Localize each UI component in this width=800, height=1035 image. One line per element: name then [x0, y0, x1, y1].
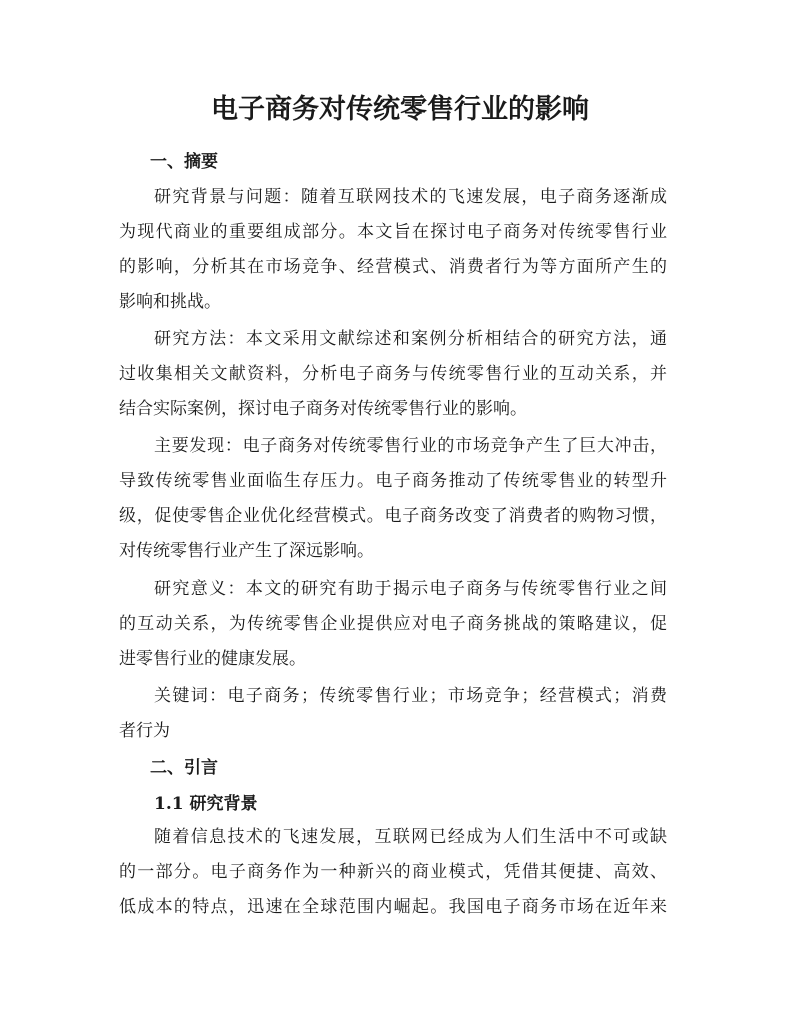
section-heading-introduction: 二、引言	[150, 758, 218, 778]
text-line: 的一部分。电子商务作为一种新兴的商业模式，凭借其便捷、高效、	[119, 862, 667, 882]
text-line: 研究方法：本文采用文献综述和案例分析相结合的研究方法，通	[154, 329, 667, 349]
text-line: 关键词：电子商务；传统零售行业；市场竞争；经营模式；消费	[154, 686, 667, 706]
document-title: 电子商务对传统零售行业的影响	[211, 94, 589, 125]
abstract-paragraph-significance	[119, 572, 667, 677]
text-line: 为现代商业的重要组成部分。本文旨在探讨电子商务对传统零售行业	[119, 222, 667, 242]
text-line: 研究意义：本文的研究有助于揭示电子商务与传统零售行业之间	[154, 579, 667, 599]
text-line: 的影响，分析其在市场竞争、经营模式、消费者行为等方面所产生的	[119, 257, 667, 277]
text-line: 研究背景与问题：随着互联网技术的飞速发展，电子商务逐渐成	[154, 187, 667, 207]
abstract-paragraph-method	[119, 322, 667, 427]
text-line: 随着信息技术的飞速发展，互联网已经成为人们生活中不可或缺	[154, 827, 667, 847]
text-line: 导致传统零售业面临生存压力。电子商务推动了传统零售业的转型升	[119, 471, 667, 491]
text-line: 过收集相关文献资料，分析电子商务与传统零售行业的互动关系，并	[119, 364, 667, 384]
text-line: 影响和挑战。	[119, 292, 221, 312]
text-line: 低成本的特点，迅速在全球范围内崛起。我国电子商务市场在近年来	[119, 897, 667, 917]
intro-paragraph-background	[119, 820, 667, 925]
text-line: 对传统零售行业产生了深远影响。	[119, 541, 374, 561]
subsection-heading-background: 1.1 研究背景	[154, 794, 258, 814]
text-line: 进零售行业的健康发展。	[119, 649, 306, 669]
text-line: 主要发现：电子商务对传统零售行业的市场竞争产生了巨大冲击，	[154, 436, 667, 456]
section-heading-abstract: 一、摘要	[150, 152, 218, 172]
abstract-paragraph-findings	[119, 429, 667, 569]
abstract-paragraph-keywords	[119, 679, 667, 749]
text-line: 级，促使零售企业优化经营模式。电子商务改变了消费者的购物习惯，	[119, 506, 667, 526]
text-line: 结合实际案例，探讨电子商务对传统零售行业的影响。	[119, 399, 527, 419]
text-line: 者行为	[119, 721, 170, 741]
text-line: 的互动关系，为传统零售企业提供应对电子商务挑战的策略建议，促	[119, 614, 667, 634]
abstract-paragraph-background	[119, 180, 667, 320]
